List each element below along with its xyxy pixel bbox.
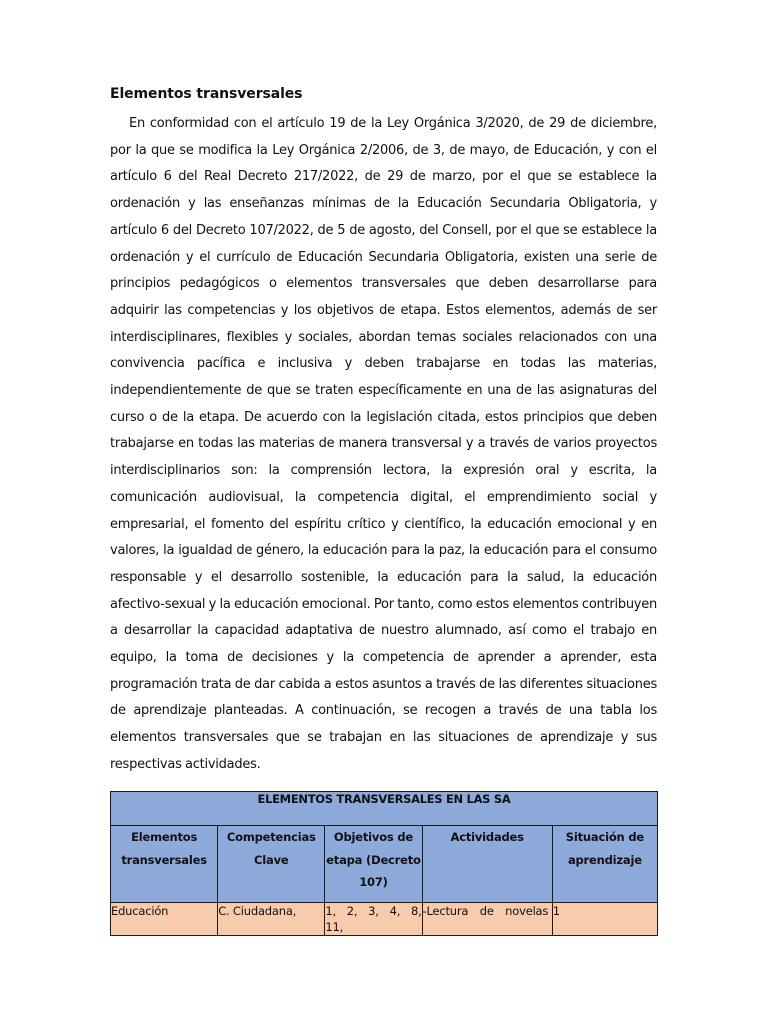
transversal-elements-table	[110, 791, 658, 936]
table-title-row	[111, 792, 658, 826]
cell-actividades: -Lectura de novelas	[422, 903, 552, 936]
cell-situacion: 1	[552, 903, 657, 936]
table-title: ELEMENTOS TRANSVERSALES EN LAS SA	[111, 792, 658, 826]
section-heading: Elementos transversales	[110, 86, 303, 102]
header-objetivos-de-etapa: Objetivos de etapa (Decreto 107)	[325, 826, 422, 903]
cell-elemento: Educación	[111, 903, 218, 936]
table-header-row	[111, 826, 658, 903]
cell-competencias: C. Ciudadana,	[218, 903, 325, 936]
table-row	[111, 903, 658, 936]
header-actividades: Actividades	[422, 826, 552, 903]
header-competencias-clave: Competencias Clave	[218, 826, 325, 903]
header-elementos-transversales: Elementos transversales	[111, 826, 218, 903]
body-paragraph: En conformidad con el artículo 19 de la Ley Orgánica 3/2020, de 29 de diciembre, por la que se modifica la Ley Orgánica 2/2006, de 3, de mayo, de Educación, y con el artículo 6 del Real Decreto 217/2022, de 29 de marzo, por el que se establece la ordenación y las enseñanzas mínimas de la Educación Secundaria Obligatoria, y artículo 6 del Decreto 107/2022, de 5 de agosto, del Consell, por el que se establece la ordenación y el currículo de Educación Secundaria Obligatoria, existen una serie de principios pedagógicos o elementos transversales que deben desarrollarse para adquirir las competencias y los objetivos de etapa. Estos elementos, además de ser interdisciplinares, flexibles y sociales, abordan temas sociales relacionados con una convivencia pacífica e inclusiva y deben trabajarse en todas las materias, independientemente de que se traten específicamente en una de las asignaturas del curso o de la etapa. De acuerdo con la legislación citada, estos principios que deben trabajarse en todas las materias de manera transversal y a través de varios proyectos interdisciplinarios son: la comprensión lectora, la expresión oral y escrita, la comunicación audiovisual, la competencia digital, el emprendimiento social y empresarial, el fomento del espíritu crítico y científico, la educación emocional y en valores, la igualdad de género, la educación para la paz, la educación para el consumo responsable y el desarrollo sostenible, la educación para la salud, la educación afectivo-sexual y la educación emocional. Por tanto, como estos elementos contribuyen a desarrollar la capacidad adaptativa de nuestro alumnado, así como el trabajo en equipo, la toma de decisiones y la competencia de aprender a aprender, esta programación trata de dar cabida a estos asuntos a través de las diferentes situaciones de aprendizaje planteadas. A continuación, se recogen a través de una tabla los elementos transversales que se trabajan en las situaciones de aprendizaje y sus respectivas actividades.	[110, 116, 657, 772]
cell-objetivos: 1, 2, 3, 4, 8, 11,	[325, 904, 422, 934]
header-situacion-de-aprendizaje: Situación de aprendizaje	[552, 826, 657, 903]
